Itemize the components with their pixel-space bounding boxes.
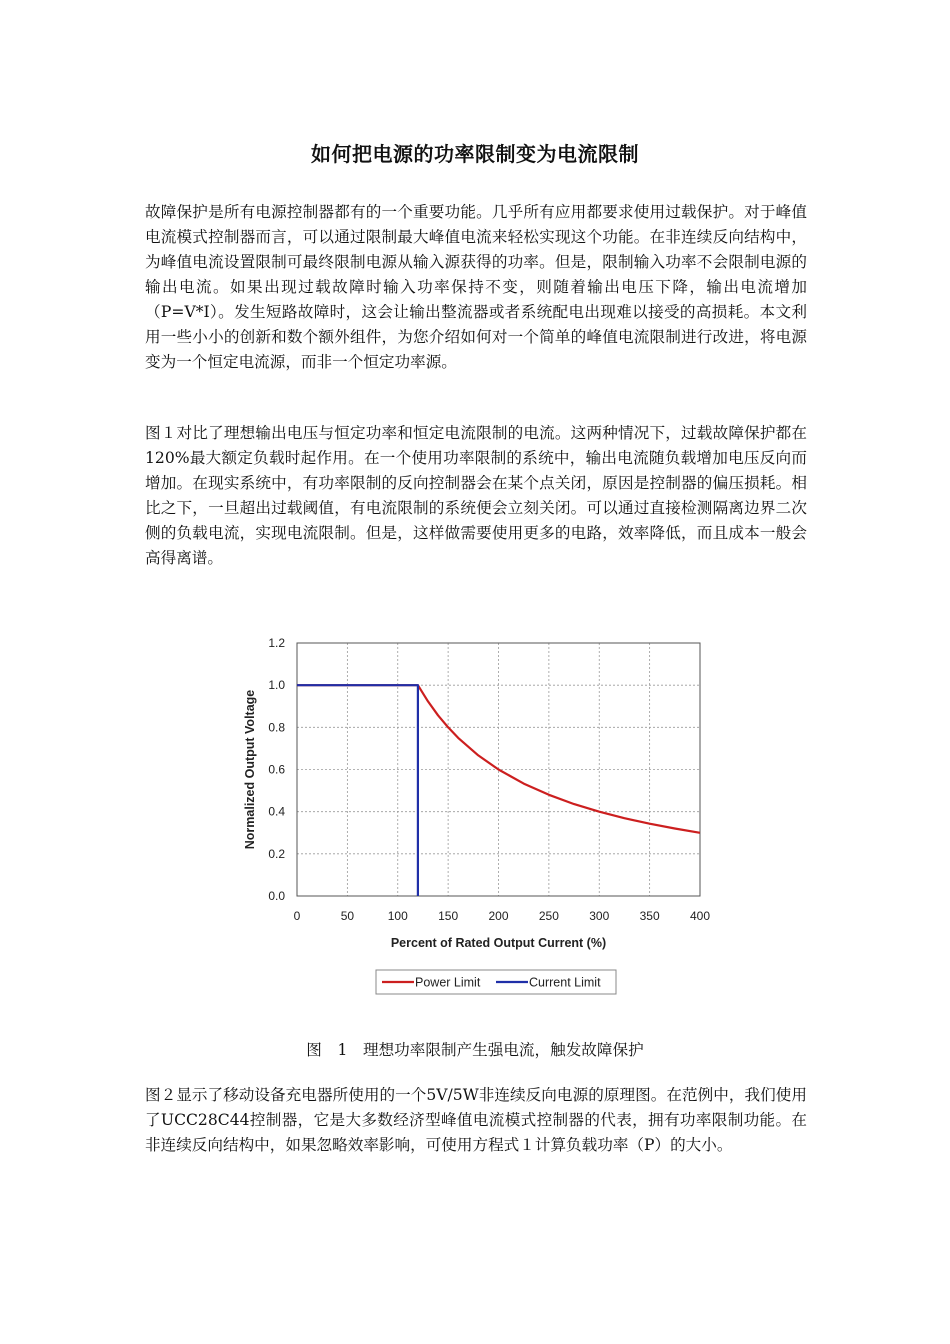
chart-legend [376, 970, 616, 994]
series-line-current-limit [297, 685, 418, 896]
x-tick-label: 150 [438, 909, 459, 923]
y-tick-label: 0.6 [268, 762, 285, 777]
x-tick-label: 50 [340, 909, 355, 923]
x-tick-label: 200 [488, 909, 509, 923]
chart-axes [268, 636, 710, 923]
y-tick-label: 0.8 [268, 720, 285, 735]
output-voltage-chart [230, 625, 730, 1005]
y-axis-title: Normalized Output Voltage [243, 689, 257, 850]
y-tick-label: 1.2 [268, 636, 285, 650]
legend-label-power-limit: Power Limit [415, 975, 481, 990]
document-title: 如何把电源的功率限制变为电流限制 [311, 142, 639, 166]
x-tick-label: 400 [689, 909, 711, 923]
y-tick-label: 1.0 [268, 678, 285, 693]
y-tick-label: 0.2 [268, 846, 285, 861]
x-tick-label: 250 [538, 909, 559, 923]
y-tick-label: 0.0 [268, 889, 285, 903]
figure-caption: 图 1 理想功率限制产生强电流，触发故障保护 [306, 1041, 644, 1059]
x-tick-label: 300 [589, 909, 610, 923]
x-tick-label: 0 [293, 909, 301, 923]
x-tick-label: 350 [639, 909, 660, 923]
paragraph-intro: 故障保护是所有电源控制器都有的一个重要功能。几乎所有应用都要求使用过载保护。对于峰值电流模式控制器而言，可以通过限制最大峰值电流来轻松实现这个功能。在非连续反向结构中，为峰值电流设置限制可最终限制电源从输入源获得的功率。但是，限制输入功率不会限制电源的输出电流。如果出现过载故障时输入功率保持不变，则随着输出电压下降，输出电流增加（P=V*I）。发生短路故障时，这会让输出整流器或者系统配电出现难以接受的高损耗。本文利用一些小小的创新和数个额外组件，为您介绍如何对一个简单的峰值电流限制进行改进，将电源变为一个恒定电流源，而非一个恒定功率源。 [145, 203, 807, 371]
legend-label-current-limit: Current Limit [529, 975, 601, 990]
x-tick-label: 100 [387, 909, 408, 923]
y-tick-label: 0.4 [268, 804, 285, 819]
paragraph-schematic-description: 图２显示了移动设备充电器所使用的一个5V/5W非连续反向电源的原理图。在范例中，我们使用了UCC28C44控制器，它是大多数经济型峰值电流模式控制器的代表，拥有功率限制功能。在非连续反向结构中，如果忽略效率影响，可使用方程式１计算负载功率（P）的大小。 [145, 1086, 807, 1154]
x-axis-title: Percent of Rated Output Current (%) [390, 936, 607, 950]
paragraph-figure-description: 图１对比了理想输出电压与恒定功率和恒定电流限制的电流。这两种情况下，过载故障保护都在120%最大额定负载时起作用。在一个使用功率限制的系统中，输出电流随负载增加电压反向而增加。在现实系统中，有功率限制的反向控制器会在某个点关闭，原因是控制器的偏压损耗。相比之下，一旦超出过载阈值，有电流限制的系统便会立刻关闭。可以通过直接检测隔离边界二次侧的负载电流，实现电流限制。但是，这样做需要使用更多的电路，效率降低，而且成本一般会高得离谱。 [145, 424, 807, 567]
